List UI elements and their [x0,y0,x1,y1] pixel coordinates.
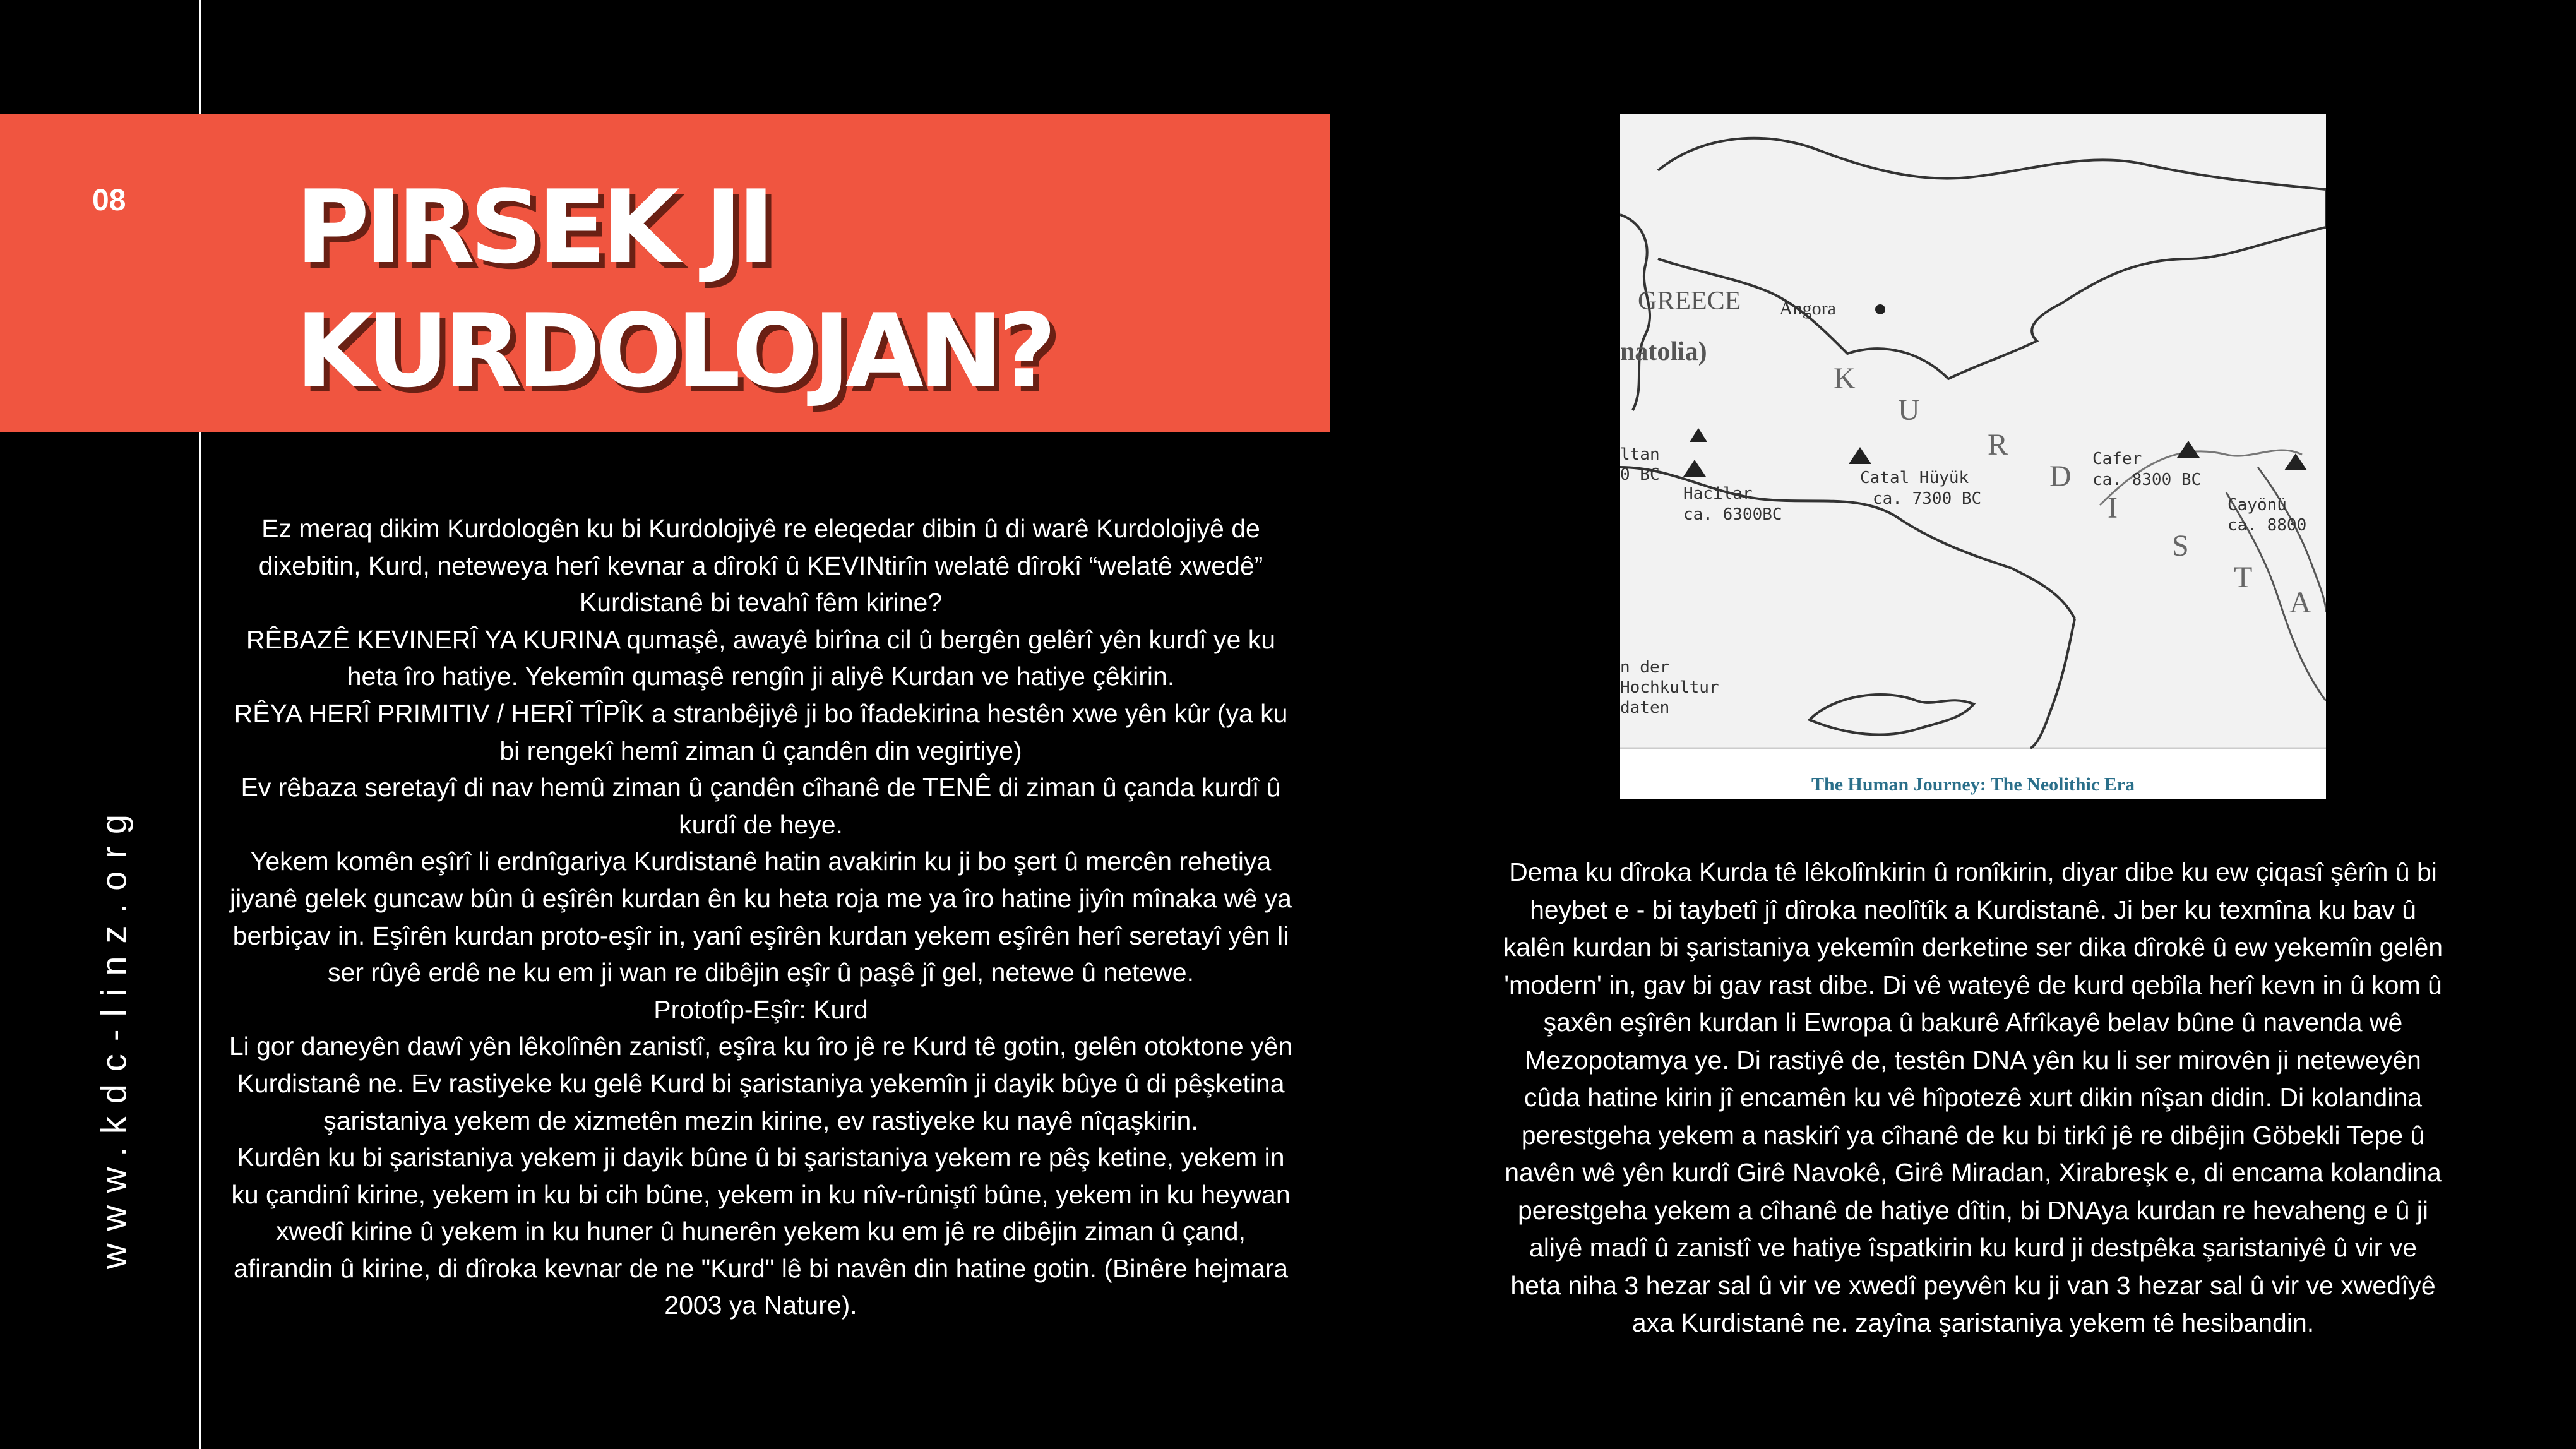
label-legend-1: n der [1620,658,1670,677]
label-letter-a: A [2289,586,2311,619]
title-line-2: KURDOLOJAN? [295,292,1052,410]
left-paragraph: Li gor daneyên dawî yên lêkolînên zanistî, eşîra ku îro jê re Kurd tê gotin, gelên otoktone yên Kurdistanê ne. Ev rastiyeke ku gelê Kurd bi şaristaniya yekemîn ji dayik bûye û di pêşketina şaristaniya yekem de xizmetên mezin kirine, ev rastiyeke ku nayê nîqaşkirin. [229,1032,1293,1135]
label-letter-k: K [1834,362,1856,395]
page-title [295,165,1293,413]
left-paragraph: Yekem komên eşîrî li erdnîgariya Kurdistanê hatin avakirin ku ji bo şert û mercên rehetiya jiyanê gelek guncaw bûn û eşîrên kurdan ên ku heta roja me ya îro hatine jiyîn mînaka wê ya berbiçav in. Eşîrên kurdan proto-eşîr in, yanî eşîrên kurdan yekem eşîrên herî seretayî yên li ser rûyê erdê ne ku em ji wan re dibêjin eşîr û paşê jî gel, netewe û netewe. [230,847,1292,987]
label-hacilar: Hacilar [1683,484,1753,503]
label-legend-2: Hochkultur [1620,678,1719,697]
label-cafer-date: ca. 8300 BC [2092,470,2202,489]
label-catal-huyuk: Catal Hüyük [1860,468,1969,487]
label-letter-u: U [1898,393,1920,427]
left-paragraph: Prototîp-Eşîr: Kurd [653,994,868,1024]
angora-dot [1875,304,1885,314]
label-anatolia: natolia) [1620,337,1707,366]
left-paragraph: Ez meraq dikim Kurdologên ku bi Kurdolojiyê re eleqedar dibin û di warê Kurdolojiyê de dixebitin, Kurd, neteweya herî kevnar a dîrokî û KEVINtirîn welatê dîrokî “welatê xwedê” Kurdistanê bi tevahî fêm kirine? [258,514,1263,617]
left-paragraph: Kurdên ku bi şaristaniya yekem ji dayik bûne û bi şaristaniya yekem re pêş ketine, yekem in ku çandinî kirine, yekem in ku bi cih bûne, yekem in ku nîv-rûniştî bûne, yekem in ku heywan xwedî kirine û yekem in ku huner û hunerên yekem ku em jê re dibêjin ziman û çand, afirandin û kirine, di dîroka kevnar de ne "Kurd" lê bi navên din hatine gotin. (Binêre hejmara 2003 ya Nature). [231,1143,1291,1320]
left-paragraph: RÊBAZÊ KEVINERÎ YA KURINA qumaşê, awayê birîna cil û bergên gelêrî yên kurdî ye ku heta îro hatiye. Yekemîn qumaşê rengîn ji aliyê Kurdan ve hatiye çêkirin. [246,624,1276,691]
right-paragraph: Dema ku dîroka Kurda tê lêkolînkirin û ronîkirin, diyar dibe ku ew çiqasî şêrîn û bi heybet e - bi taybetî jî dîroka neolîtîk a Kurdistanê. Ji ber ku texmîna ku bav û kalên kurdan bi şaristaniya yekemîn derketine ser dika dîrokê û ew yekemîn gelên 'modern' in, gav bi gav rast dibe. Di vê wateyê de kurd qebîla herî kevn in û kom û şaxên eşîrên kurdan li Ewropa û bakurê Afrîkayê belav bûne û navenda wê Mezopotamya ye. Di rastiyê de, testên DNA yên ku li ser mirovên ji neteweyên cûda hatine kirin jî encamên ku vê hîpotezê xurt dikin nîşan didin. Di kolandina perestgeha yekem a naskirî ya cîhanê de ku bi tirkî jê re dibêjin Göbekli Tepe û navên wê yên kurdî Girê Navokê, Girê Miradan, Xirabreşk e, di encama kolandina perestgeha yekem a cîhanê de hatiye dîtin, bi DNAya kurdan re hevaheng e û ji aliyê madî û zanistî ve hatiye îspatkirin ku kurd ji destpêka şaristaniyê û vir ve heta niha 3 hezar sal û vir ve xwedî peyvên ku ji van 3 hezar sal û vir ve xwedîyê axa Kurdistanê ne. zayîna şaristaniya yekem tê hesibandin. [1503,857,2443,1337]
label-greece: GREECE [1638,287,1741,316]
label-cayonu-date: ca. 8800 [2227,516,2307,535]
page-number: 08 [92,184,126,217]
label-letter-r: R [1988,428,2008,462]
label-letter-t: T [2234,561,2253,594]
label-catal-date: ca. 7300 BC [1873,489,1982,508]
right-body-text [1503,854,2443,1342]
left-body-text [227,510,1294,1324]
website-url: www.kdc-linz.org [93,801,134,1270]
left-paragraph: RÊYA HERÎ PRIMITIV / HERÎ TÎPÎK a stranbêjiyê ji bo îfadekirina hestên xwe yên kûr (ya ku bi rengekî hemî ziman û çandên din vegirtiye) [234,698,1288,765]
map-caption: The Human Journey: The Neolithic Era [1811,774,2135,795]
label-letter-d: D [2049,460,2072,493]
label-letter-i: I [2108,491,2118,525]
label-legend-3: daten [1620,698,1670,717]
label-cafer: Cafer [2092,450,2142,468]
label-left-site-1: ltan [1620,445,1660,464]
left-paragraph: Ev rêbaza seretayî di nav hemû ziman û çandên cîhanê de TENÊ di ziman û çanda kurdî û kurdî de heye. [241,773,1281,839]
label-letter-s: S [2172,529,2189,563]
label-cayonu: Cayönü [2227,496,2287,515]
label-angora: Angora [1779,298,1836,319]
neolithic-map-image [1620,114,2326,799]
label-left-site-2: 0 BC [1620,465,1660,484]
title-line-1: PIRSEK JI [295,168,770,286]
map-illustration [1620,114,2326,799]
label-hacilar-date: ca. 6300BC [1683,505,1782,524]
